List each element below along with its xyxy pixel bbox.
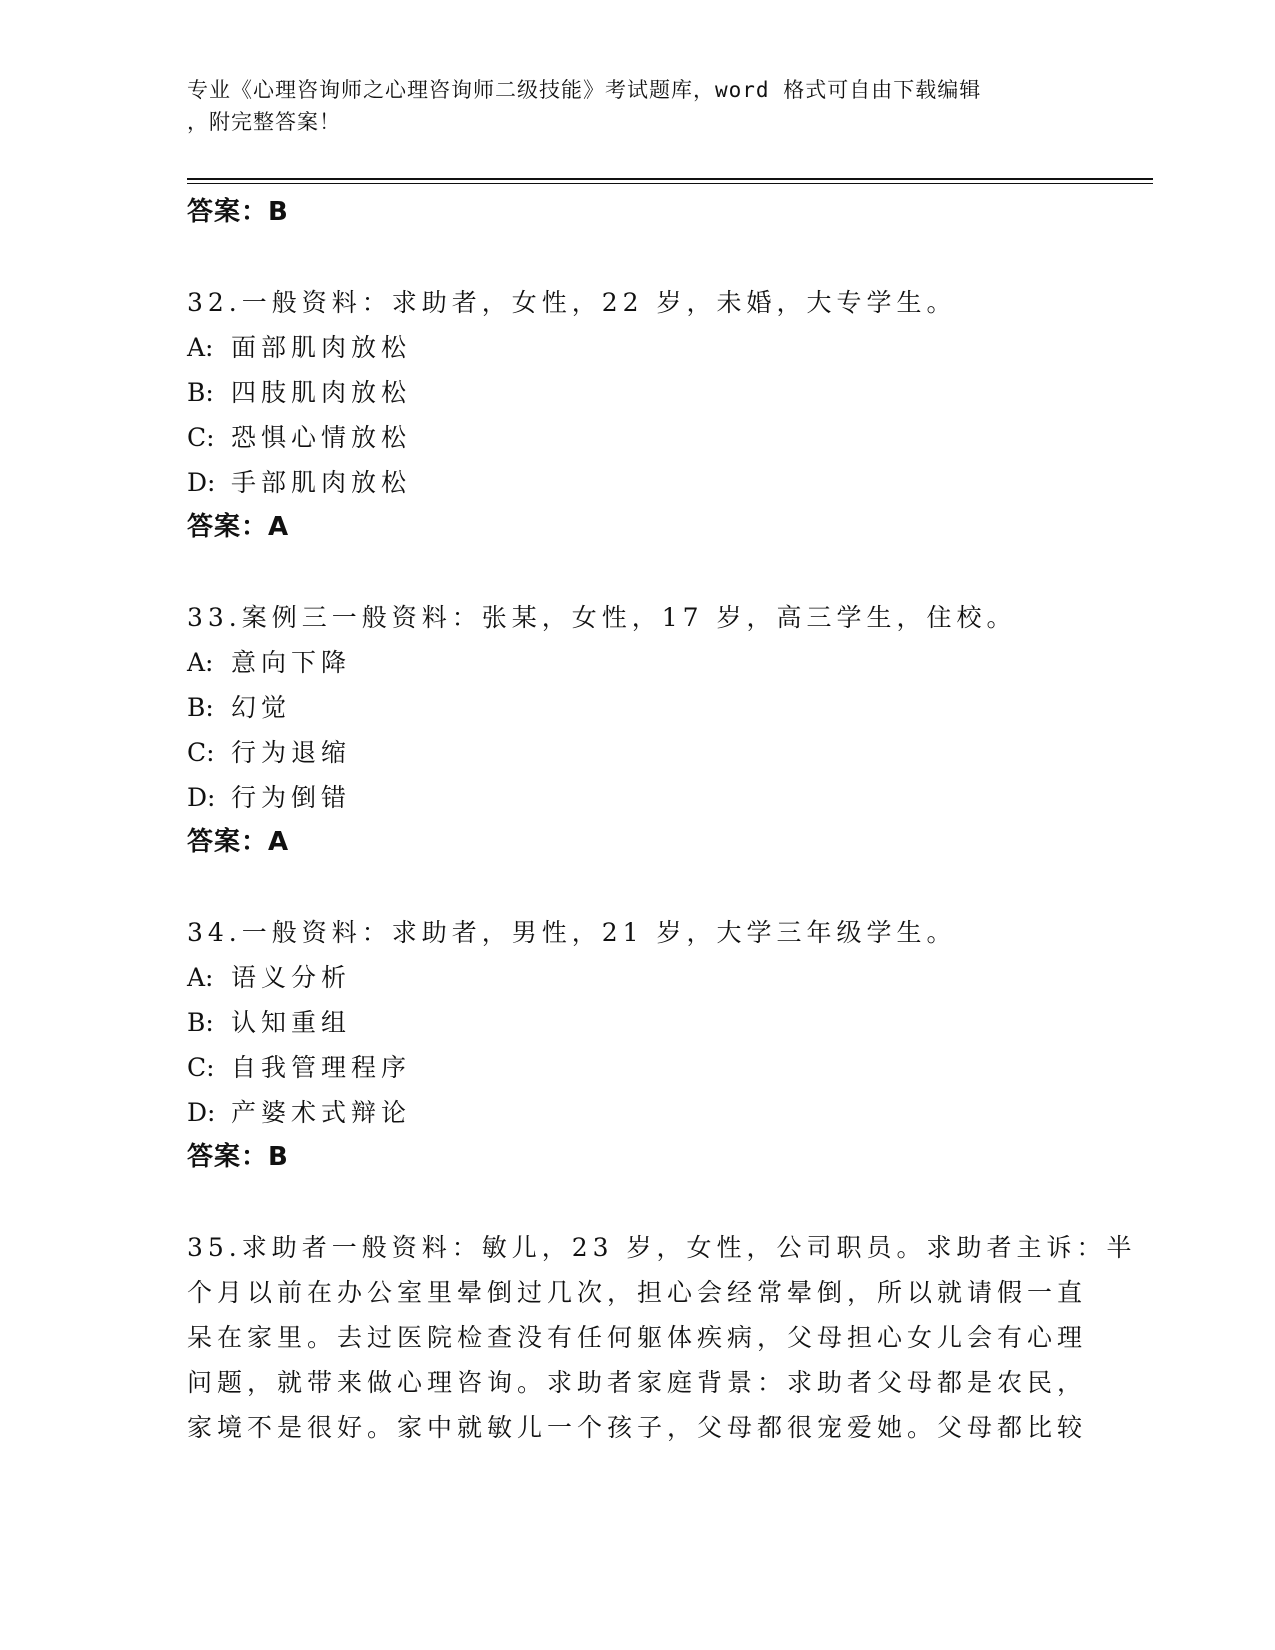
header-line-1: 专业《心理咨询师之心理咨询师二级技能》考试题库，word 格式可自由下载编辑 (187, 78, 982, 102)
option-letter: D: (187, 1098, 216, 1127)
option-b (187, 370, 1087, 415)
question-text-line: 35.求助者一般资料：敏儿，23 岁，女性，公司职员。求助者主诉：半 (187, 1233, 1137, 1262)
option-text: 意向下降 (231, 648, 352, 677)
option-d (187, 1090, 1087, 1135)
option-text: 产婆术式辩论 (231, 1098, 412, 1127)
question-33 (187, 595, 1087, 865)
option-c (187, 415, 1087, 460)
option-text: 面部肌肉放松 (231, 333, 412, 362)
answer-line: 答案：B (187, 197, 289, 227)
option-text: 语义分析 (231, 963, 352, 992)
option-a (187, 955, 1087, 1000)
option-letter: B: (187, 693, 214, 722)
header-divider-thick (187, 178, 1153, 180)
question-title: 33.案例三一般资料：张某，女性，17 岁，高三学生，住校。 (187, 603, 1017, 632)
option-text: 四肢肌肉放松 (231, 378, 412, 407)
option-letter: C: (187, 738, 215, 767)
question-text-line: 呆在家里。去过医院检查没有任何躯体疾病，父母担心女儿会有心理 (187, 1323, 1088, 1352)
question-34 (187, 910, 1087, 1180)
document-body (187, 190, 1137, 1450)
header-divider-thin (187, 183, 1153, 184)
question-text-line: 个月以前在办公室里晕倒过几次，担心会经常晕倒，所以就请假一直 (187, 1278, 1088, 1307)
option-c (187, 730, 1087, 775)
option-text: 恐惧心情放松 (231, 423, 412, 452)
option-text: 行为倒错 (231, 783, 352, 812)
answer-line: 答案：A (187, 827, 290, 857)
question-title: 32.一般资料：求助者，女性，22 岁，未婚，大专学生。 (187, 288, 957, 317)
option-text: 行为退缩 (231, 738, 352, 767)
option-a (187, 325, 1087, 370)
question-text-line: 家境不是很好。家中就敏儿一个孩子，父母都很宠爱她。父母都比较 (187, 1413, 1088, 1442)
option-letter: A: (187, 963, 214, 992)
option-letter: C: (187, 423, 215, 452)
option-d (187, 460, 1087, 505)
question-title: 34.一般资料：求助者，男性，21 岁，大学三年级学生。 (187, 918, 957, 947)
option-letter: A: (187, 648, 214, 677)
answer-line: 答案：A (187, 512, 290, 542)
header-line-2: ，附完整答案！ (187, 110, 341, 134)
option-b (187, 1000, 1087, 1045)
question-32 (187, 280, 1087, 550)
option-letter: C: (187, 1053, 215, 1082)
option-letter: D: (187, 783, 216, 812)
option-text: 认知重组 (231, 1008, 352, 1037)
option-text: 幻觉 (231, 693, 292, 722)
option-a (187, 640, 1087, 685)
option-letter: B: (187, 1008, 214, 1037)
option-c (187, 1045, 1087, 1090)
document-header (187, 74, 1067, 138)
option-text: 自我管理程序 (231, 1053, 412, 1082)
question-35 (187, 1225, 1137, 1450)
option-d (187, 775, 1087, 820)
question-text-line: 问题，就带来做心理咨询。求助者家庭背景：求助者父母都是农民， (187, 1368, 1088, 1397)
option-b (187, 685, 1087, 730)
option-letter: D: (187, 468, 216, 497)
answer-line: 答案：B (187, 1142, 289, 1172)
option-letter: B: (187, 378, 214, 407)
option-text: 手部肌肉放松 (231, 468, 412, 497)
option-letter: A: (187, 333, 214, 362)
